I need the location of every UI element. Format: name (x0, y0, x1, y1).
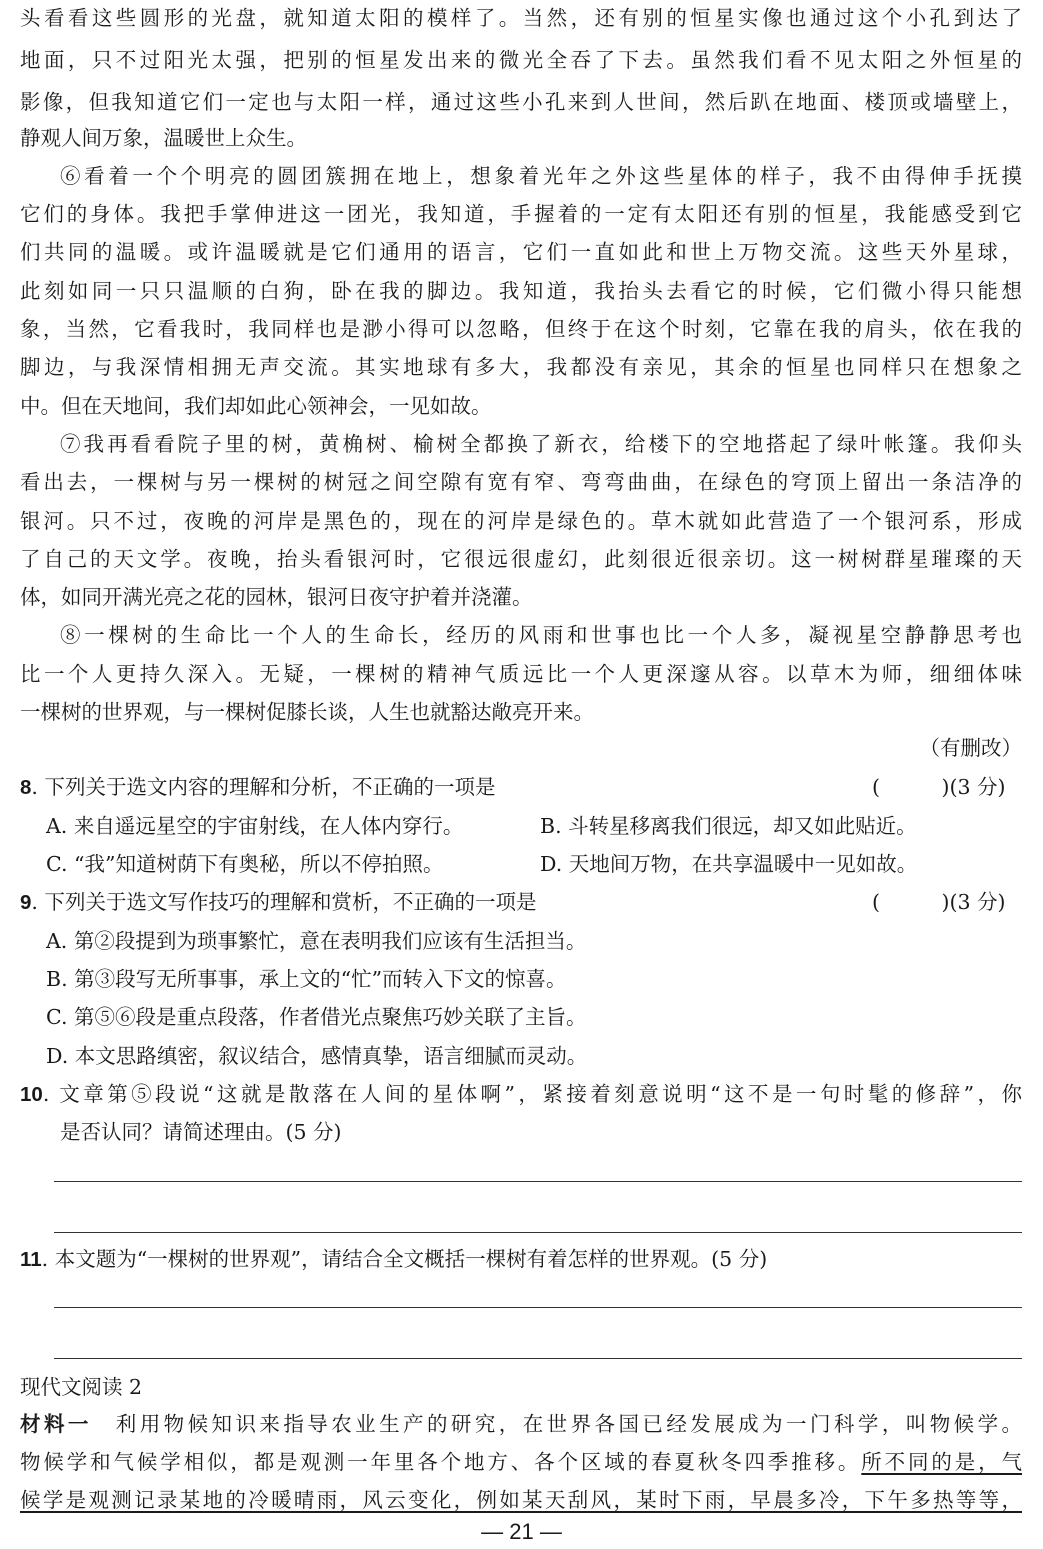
answer-bracket: ( )(3 分) (872, 775, 1006, 799)
material-text: 物候学和气候学相似，都是观测一年里各个地方、各个区域的春夏秋冬四季推移。 (20, 1450, 862, 1474)
passage-line: 它们的身体。我把手掌伸进这一团光，我知道，手握着的一定有太阳还有别的恒星，我能感受到它 (20, 202, 1022, 226)
question-8 (20, 773, 1022, 802)
passage-line: 中。但在天地间，我们却如此心领神会，一见如故。 (20, 394, 492, 418)
answer-line[interactable] (54, 1181, 1022, 1182)
material-text: 利用物候知识来指导农业生产的研究，在世界各国已经发展成为一门科学，叫物候学。 (91, 1412, 1023, 1436)
material-label: 材料一 (20, 1412, 92, 1436)
underlined-text: 所不同的是，气 (861, 1450, 1023, 1474)
passage-line: 头看看这些圆形的光盘，就知道太阳的模样了。当然，还有别的恒星实像也通过这个小孔到达了 (20, 6, 1022, 30)
option-c: C. “我”知道树荫下有奥秘，所以不停拍照。 (46, 852, 444, 876)
option-b: B. 第③段写无所事事，承上文的“忙”而转入下文的惊喜。 (46, 967, 567, 991)
passage-line: 体，如同开满光亮之花的园林，银河日夜守护着并浇灌。 (20, 585, 533, 609)
passage-line: 静观人间万象，温暖世上众生。 (20, 126, 307, 150)
source-note: （有删改） (919, 736, 1022, 760)
material-line (20, 1448, 1022, 1476)
passage-line: 象，当然，它看我时，我同样也是渺小得可以忽略，但终于在这个时刻，它靠在我的肩头，依在我的 (20, 317, 1022, 341)
passage-line: 脚边，与我深情相拥无声交流。其实地球有多大，我都没有亲见，其余的恒星也同样只在想象之 (20, 355, 1022, 379)
passage-line: 比一个人更持久深入。无疑，一棵树的精神气质远比一个人更深邃从容。以草木为师，细细体味 (20, 662, 1022, 686)
answer-line[interactable] (54, 1358, 1022, 1359)
answer-line[interactable] (54, 1232, 1022, 1233)
answer-bracket: ( )(3 分) (872, 890, 1006, 914)
passage-line: 了自己的天文学。夜晚，抬头看银河时，它很远很虚幻，此刻很近很亲切。这一树树群星璀璨的天 (20, 547, 1022, 571)
option-a: A. 第②段提到为琐事繁忙，意在表明我们应该有生活担当。 (46, 929, 587, 953)
passage-line: 们共同的温暖。或许温暖就是它们通用的语言，它们一直如此和世上万物交流。这些天外星球， (20, 240, 1022, 264)
question-number: 8 (20, 776, 32, 799)
question-stem: . 文章第⑤段说“这就是散落在人间的星体啊”，紧接着刻意说明“这不是一句时髦的修辞”，你 (42, 1082, 1022, 1106)
question-stem: . 下列关于选文内容的理解和分析，不正确的一项是 (31, 775, 496, 799)
material-line (20, 1410, 1022, 1438)
passage-line: 此刻如同一只只温顺的白狗，卧在我的脚边。我知道，我抬头去看它的时候，它们微小得只能想 (20, 279, 1022, 303)
option-b: B. 斗转星移离我们很远，却又如此贴近。 (540, 814, 917, 838)
question-10 (20, 1080, 1022, 1109)
option-d: D. 天地间万物，在共享温暖中一见如故。 (540, 852, 918, 876)
question-stem-cont: 是否认同？请简述理由。(5 分) (60, 1120, 342, 1144)
option-row (46, 812, 917, 840)
question-stem: . 本文题为“一棵树的世界观”，请结合全文概括一棵树有着怎样的世界观。(5 分) (41, 1247, 768, 1271)
answer-line[interactable] (54, 1307, 1022, 1308)
section-title: 现代文阅读 2 (20, 1375, 143, 1399)
question-number: 10 (20, 1083, 43, 1106)
underlined-text: 候学是观测记录某地的冷暖晴雨，风云变化，例如某天刮风，某时下雨，早晨多冷，下午多热等等， (20, 1488, 1022, 1512)
question-9 (20, 888, 1022, 917)
passage-line: 地面，只不过阳光太强，把别的恒星发出来的微光全吞了下去。虽然我们看不见太阳之外恒星的 (20, 48, 1022, 72)
passage-line: 影像，但我知道它们一定也与太阳一样，通过这些小孔来到人世间，然后趴在地面、楼顶或墙壁上， (20, 90, 1022, 114)
passage-line: 银河。只不过，夜晚的河岸是黑色的，现在的河岸是绿色的。草木就如此营造了一个银河系，形成 (20, 509, 1022, 533)
passage-line: 看出去，一棵树与另一棵树的树冠之间空隙有宽有窄、弯弯曲曲，在绿色的穹顶上留出一条洁净的 (20, 470, 1022, 494)
passage-line: ⑧一棵树的生命比一个人的生命长，经历的风雨和世事也比一个人多，凝视星空静静思考也 (60, 623, 1022, 647)
option-a: A. 来自遥远星空的宇宙射线，在人体内穿行。 (46, 814, 464, 838)
question-11 (20, 1245, 1022, 1274)
page-number: — 21 — (481, 1519, 562, 1544)
question-number: 11 (20, 1248, 42, 1271)
option-row (46, 850, 918, 878)
question-number: 9 (20, 891, 32, 914)
passage-line: 一棵树的世界观，与一棵树促膝长谈，人生也就豁达敞亮开来。 (20, 700, 594, 724)
passage-line: ⑦我再看看院子里的树，黄桷树、榆树全都换了新衣，给楼下的空地搭起了绿叶帐篷。我仰头 (60, 432, 1022, 456)
option-d: D. 本文思路缜密，叙议结合，感情真挚，语言细腻而灵动。 (46, 1044, 588, 1068)
passage-line: ⑥看着一个个明亮的圆团簇拥在地上，想象着光年之外这些星体的样子，我不由得伸手抚摸 (60, 164, 1022, 188)
question-stem: . 下列关于选文写作技巧的理解和赏析，不正确的一项是 (31, 890, 537, 914)
option-c: C. 第⑤⑥段是重点段落，作者借光点聚焦巧妙关联了主旨。 (46, 1005, 587, 1029)
material-line (20, 1486, 1022, 1514)
